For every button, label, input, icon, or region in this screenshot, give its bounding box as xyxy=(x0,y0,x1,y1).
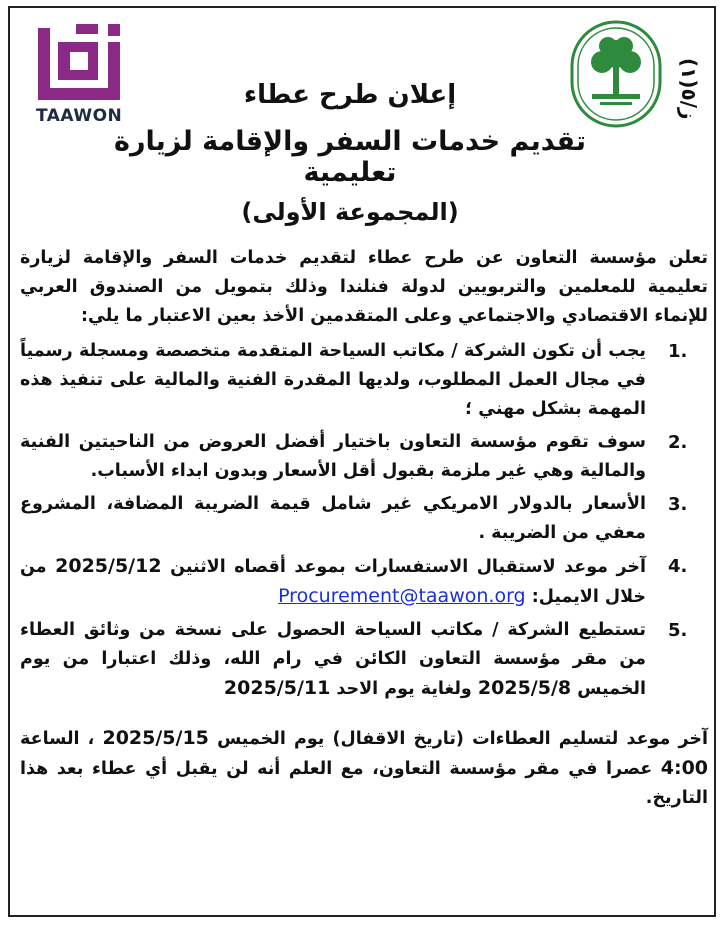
item-number: 3. xyxy=(668,494,688,515)
intro-paragraph: تعلن مؤسسة التعاون عن طرح عطاء لتقديم خدمات السفر والإقامة لزيارة تعليمية للمعلمين والتربويين لدولة فنلندا وذلك بتمويل من الصندوق العربي للإنماء الاقتصادي والاجتماعي وعلى المتقدمين الأخذ بعين الاعتبار ما يلي: xyxy=(20,248,708,326)
list-item xyxy=(20,616,708,704)
group-label: (المجموعة الأولى) xyxy=(241,198,459,226)
title-block xyxy=(114,80,586,226)
list-item xyxy=(20,428,708,486)
documents-end-date: 2025/5/11 xyxy=(223,677,331,699)
item-number: 5. xyxy=(668,620,688,641)
closing-paragraph xyxy=(20,724,708,813)
item-text: ولغاية يوم الاحد xyxy=(336,679,472,699)
reference-number: ز/٥(١) xyxy=(677,58,701,120)
item-text: يجب أن تكون الشركة / مكاتب السياحة المتقدمة متخصصة ومسجلة رسمياً في مجال العمل المطلوب، ولديها المقدرة الفنية والمالية على تنفيذ هذه المهمة بشكل مهني ؛ xyxy=(20,341,646,419)
list-item xyxy=(20,490,708,548)
announcement-body xyxy=(20,244,708,831)
item-number: 4. xyxy=(668,556,688,577)
item-text: من خلال الايميل: xyxy=(20,557,646,607)
item-text: سوف تقوم مؤسسة التعاون باختيار أفضل العروض من الناحيتين الفنية والمالية وهي غير ملزمة بقبول أقل الأسعار وبدون ابداء الأسباب. xyxy=(20,432,646,481)
procurement-email-link[interactable]: Procurement@taawon.org xyxy=(278,585,526,607)
item-number: 2. xyxy=(668,432,688,453)
announcement-title: إعلان طرح عطاء xyxy=(243,80,457,110)
closing-text: عصرا في مقر مؤسسة التعاون، مع العلم أنه لن يقبل أي عطاء بعد هذا التاريخ. xyxy=(20,759,708,808)
item-text: آخر موعد لاستقبال الاستفسارات بموعد أقصاه الاثنين xyxy=(170,557,647,577)
tender-subject: تقديم خدمات السفر والإقامة لزيارة تعليمية xyxy=(114,126,586,188)
item-text: الأسعار بالدولار الامريكي غير شامل قيمة الضريبة المضافة، المشروع معفي من الضريبة . xyxy=(20,494,646,543)
closing-text: ، الساعة xyxy=(20,729,95,749)
taawon-logo-icon xyxy=(36,22,122,104)
closing-date: 2025/5/15 xyxy=(102,727,209,749)
taawon-wordmark: TAAWON xyxy=(36,106,123,126)
item-number: 1. xyxy=(668,341,688,362)
list-item xyxy=(20,552,708,612)
closing-time: 4:00 xyxy=(660,757,709,779)
conditions-list xyxy=(20,337,708,704)
documents-start-date: 2025/5/8 xyxy=(477,677,572,699)
item-text: تستطيع الشركة / مكاتب السياحة الحصول على نسخة من وثائق العطاء من مقر مؤسسة التعاون الكائن في رام الله، وذلك اعتبارا من يوم الخميس xyxy=(20,620,646,699)
list-item xyxy=(20,337,708,424)
tree-seal-icon xyxy=(570,20,662,128)
inquiry-deadline-date: 2025/5/12 xyxy=(55,555,162,577)
taawon-logo xyxy=(36,22,122,130)
institution-seal xyxy=(570,20,662,128)
closing-text: آخر موعد لتسليم العطاءات (تاريخ الاقفال) يوم الخميس xyxy=(217,729,709,749)
